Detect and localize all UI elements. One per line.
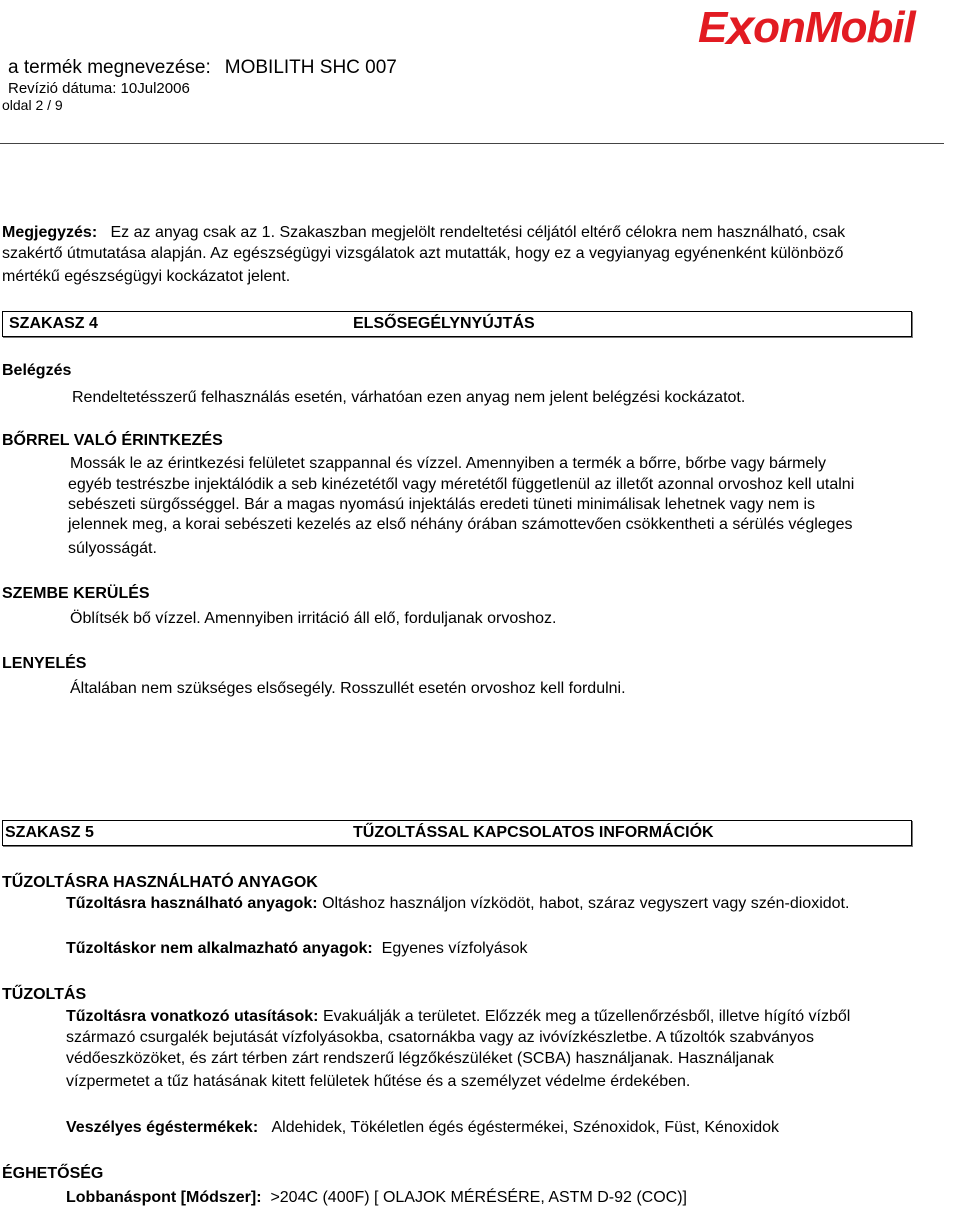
flammability-heading: ÉGHETŐSÉG	[2, 1165, 104, 1182]
logo-text-end: onMobil	[753, 3, 915, 52]
page-number: oldal 2 / 9	[2, 97, 63, 113]
section-5-header	[2, 820, 912, 846]
skin-contact-line-1: Mossák le az érintkezési felületet szappannal és vízzel. Amennyiben a termék a bőrre, bőrbe vagy bármely	[70, 455, 826, 472]
logo-text-start: E	[698, 3, 727, 52]
eye-contact-heading: SZEMBE KERÜLÉS	[2, 585, 150, 602]
flash-point-line	[66, 1189, 687, 1207]
note-line-2: szakértő útmutatása alapján. Az egészségügyi vizsgálatok azt mutatták, hogy ez a vegyianyag egyénenként különböző	[2, 245, 844, 262]
ingestion-text: Általában nem szükséges elsősegély. Rosszullét esetén orvoshoz kell fordulni.	[70, 680, 626, 697]
inhalation-text: Rendeltetésszerű felhasználás esetén, várhatóan ezen anyag nem jelent belégzési kockázatot.	[72, 389, 746, 406]
skin-contact-line-3: sebészeti sürgősséggel. Bár a magas nyomású injektálás eredeti tüneti minimálisak lehetnek vagy nem is	[68, 496, 816, 513]
firefighting-instructions-line-3: védőeszközöket, és zárt térben zárt rendszerű légzőkészüléket (SCBA) használjanak. Használjanak	[66, 1050, 774, 1067]
product-name-line	[8, 57, 397, 79]
note-text-1: Ez az anyag csak az 1. Szakaszban megjelölt rendeltetési céljától eltérő célokra nem használható, csak	[110, 224, 846, 241]
header-divider	[0, 143, 944, 144]
unsuitable-media-label: Tűzoltáskor nem alkalmazható anyagok:	[66, 940, 373, 957]
ingestion-heading: LENYELÉS	[2, 655, 87, 672]
skin-contact-heading: BŐRREL VALÓ ÉRINTKEZÉS	[2, 432, 223, 449]
section-4-title: ELSŐSEGÉLYNYÚJTÁS	[353, 315, 535, 332]
suitable-media-line	[66, 895, 849, 913]
note-line-1	[2, 222, 845, 243]
unsuitable-media-line	[66, 940, 528, 958]
combustion-products-text: Aldehidek, Tökéletlen égés égéstermékei, Szénoxidok, Füst, Kénoxidok	[271, 1119, 780, 1136]
exxonmobil-logo	[698, 0, 915, 55]
firefighting-heading: TŰZOLTÁS	[2, 986, 87, 1003]
flash-point-text: >204C (400F) [ OLAJOK MÉRÉSÉRE, ASTM D-92 (COC)]	[270, 1189, 687, 1206]
section-5-title: TŰZOLTÁSSAL KAPCSOLATOS INFORMÁCIÓK	[353, 824, 714, 841]
revision-date: Revízió dátuma: 10Jul2006	[8, 80, 190, 97]
combustion-products-line	[66, 1119, 779, 1137]
skin-contact-line-2: egyéb testrészbe injektálódik a seb kinézetétől vagy méretétől függetlenül az illetőt azonnal orvoshoz kell utalni	[68, 476, 855, 493]
firefighting-instructions-line-4: vízpermetet a tűz hatásának kitett felületek hűtése és a személyzet védelme érdekében.	[66, 1073, 691, 1090]
skin-contact-line-5: súlyosságát.	[68, 540, 157, 557]
suitable-media-text: Oltáshoz használjon vízködöt, habot, száraz vegyszert vagy szén-dioxidot.	[322, 895, 850, 912]
extinguishing-media-heading: TŰZOLTÁSRA HASZNÁLHATÓ ANYAGOK	[2, 874, 318, 891]
section-4-header	[2, 311, 912, 337]
section-5-number: SZAKASZ 5	[5, 824, 94, 841]
logo-text-x: x	[726, 0, 754, 55]
suitable-media-label: Tűzoltásra használható anyagok:	[66, 895, 318, 912]
skin-contact-line-4: jelennek meg, a korai sebészeti kezelés az első néhány órában számottevően csökkentheti a sérülés végleges	[68, 516, 853, 533]
firefighting-instructions-line-2: származó csurgalék bejutását vízfolyásokba, csatornákba vagy az ivóvízkészletbe. A tűzoltók szabványos	[66, 1029, 814, 1046]
firefighting-instructions-line-1	[66, 1008, 850, 1026]
section-4-number: SZAKASZ 4	[9, 315, 98, 332]
note-label: Megjegyzés:	[2, 224, 98, 241]
eye-contact-text: Öblítsék bő vízzel. Amennyiben irritáció áll elő, forduljanak orvoshoz.	[70, 610, 557, 627]
unsuitable-media-text: Egyenes vízfolyások	[381, 940, 528, 957]
flash-point-label: Lobbanáspont [Módszer]:	[66, 1189, 262, 1206]
inhalation-heading: Belégzés	[2, 362, 72, 379]
combustion-products-label: Veszélyes égéstermékek:	[66, 1119, 259, 1136]
product-name-label: a termék megnevezése:	[8, 57, 211, 78]
product-name-value: MOBILITH SHC 007	[224, 57, 397, 78]
firefighting-instructions-text-1: Evakuálják a területet. Előzzék meg a tűzellenőrzésből, illetve hígító vízből	[322, 1008, 851, 1025]
firefighting-instructions-label: Tűzoltásra vonatkozó utasítások:	[66, 1008, 319, 1025]
note-line-3: mértékű egészségügyi kockázatot jelent.	[2, 268, 291, 285]
